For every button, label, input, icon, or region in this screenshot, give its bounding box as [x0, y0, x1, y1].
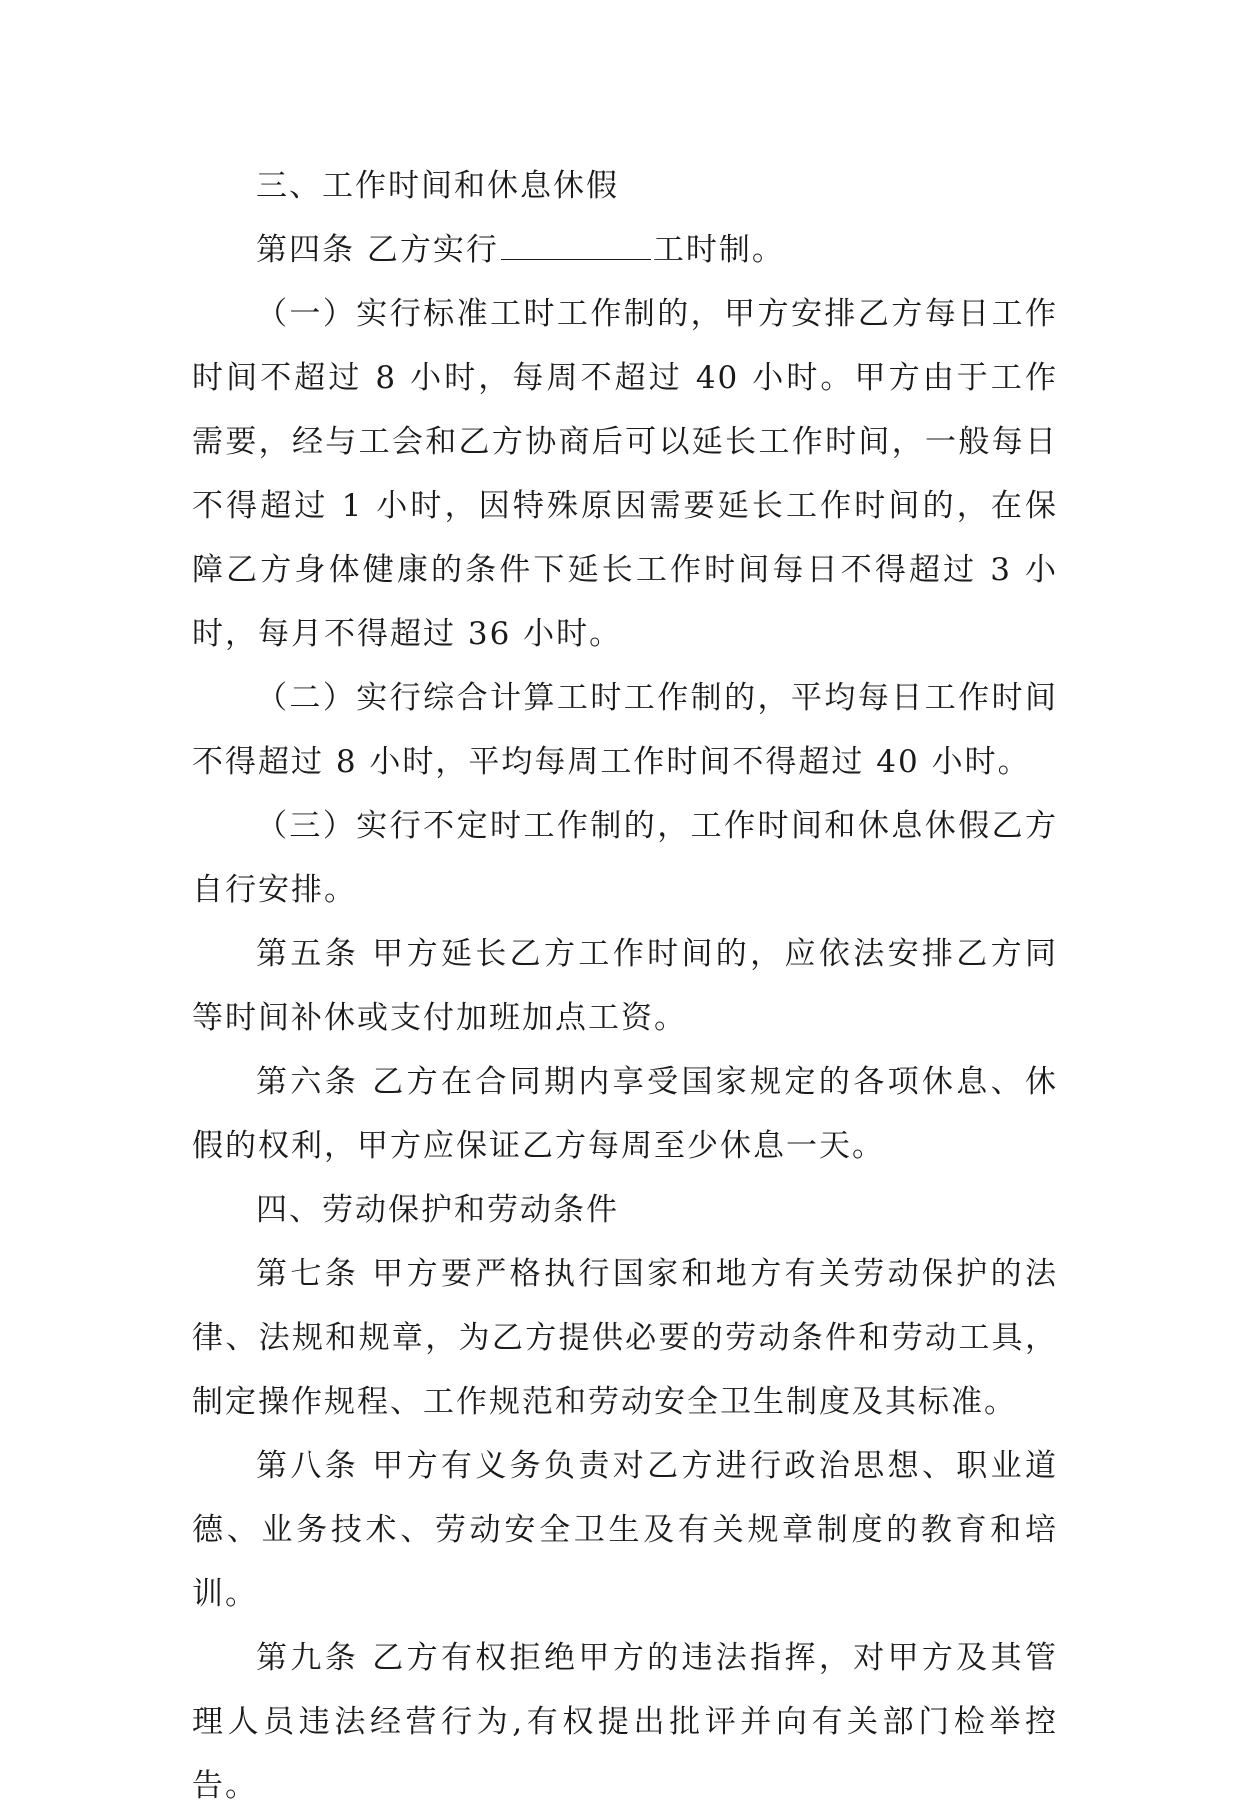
article-5: 第五条 甲方延长乙方工作时间的，应依法安排乙方同等时间补休或支付加班加点工资。	[192, 936, 1058, 1036]
article-9: 第九条 乙方有权拒绝甲方的违法指挥，对甲方及其管理人员违法经营行为,有权提出批评并向有关部门检举控告。	[192, 1640, 1058, 1804]
fill-in-blank[interactable]	[501, 235, 651, 260]
article-4	[192, 218, 1058, 282]
section-heading-4: 四、劳动保护和劳动条件	[256, 1192, 619, 1228]
section-heading-3: 三、工作时间和休息休假	[256, 168, 619, 204]
article-4-suffix: 工时制。	[652, 232, 785, 268]
document-body	[192, 154, 1058, 1818]
article-7: 第七条 甲方要严格执行国家和地方有关劳动保护的法律、法规和规章，为乙方提供必要的劳动条件和劳动工具，制定操作规程、工作规范和劳动安全卫生制度及其标准。	[192, 1256, 1058, 1420]
article-4-item-2: （二）实行综合计算工时工作制的，平均每日工作时间不得超过 8 小时，平均每周工作时间不得超过 40 小时。	[192, 680, 1058, 780]
article-4-prefix: 第四条 乙方实行	[256, 232, 499, 268]
article-4-item-3: （三）实行不定时工作制的，工作时间和休息休假乙方自行安排。	[192, 808, 1058, 908]
article-6: 第六条 乙方在合同期内享受国家规定的各项休息、休假的权利，甲方应保证乙方每周至少休息一天。	[192, 1064, 1058, 1164]
article-4-item-1: （一）实行标准工时工作制的，甲方安排乙方每日工作时间不超过 8 小时，每周不超过 40 小时。甲方由于工作需要，经与工会和乙方协商后可以延长工作时间，一般每日不得超过 1 小时，因特殊原因需要延长工作时间的，在保障乙方身体健康的条件下延长工作时间每日不得超过 3 小时，每月不得超过 36 小时。	[192, 296, 1058, 652]
article-8: 第八条 甲方有义务负责对乙方进行政治思想、职业道德、业务技术、劳动安全卫生及有关规章制度的教育和培训。	[192, 1448, 1058, 1612]
